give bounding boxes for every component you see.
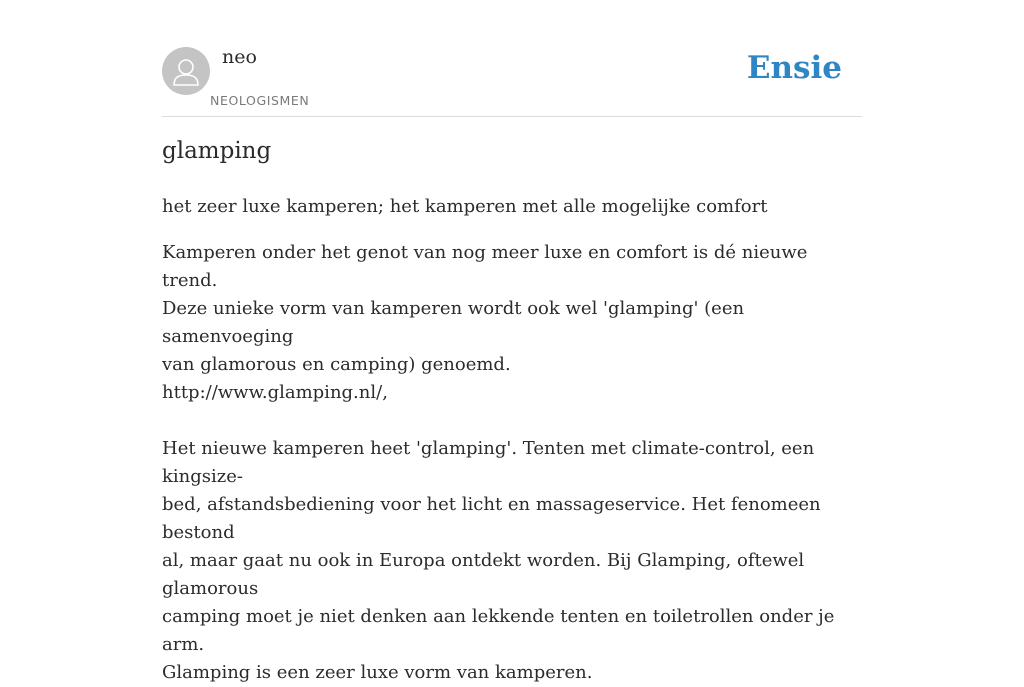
example-line: al, maar gaat nu ook in Europa ontdekt worden. Bij Glamping, oftewel glamorous [162,550,805,599]
entry-header [162,0,862,117]
ensie-logo[interactable]: Ensie [746,50,842,86]
example-line: camping moet je niet denken aan lekkende tenten en toiletrollen onder je arm. [162,606,835,655]
user-icon [162,47,210,95]
category-link[interactable]: NEOLOGISMEN [210,93,310,108]
entry-definition: het zeer luxe kamperen; het kamperen met alle mogelijke comfort [162,196,768,217]
source-link[interactable]: http://www.glamping.nl/, [162,382,388,403]
example-line: Het nieuwe kamperen heet 'glamping'. Tenten met climate-control, een kingsize- [162,438,815,487]
username-link[interactable]: neo [222,46,257,68]
avatar[interactable] [162,47,210,95]
example-line: Glamping is een zeer luxe vorm van kamperen. [162,662,593,683]
entry-examples [162,239,862,687]
example-line: van glamorous en camping) genoemd. [162,354,511,375]
paragraph-gap [162,407,862,435]
example-line: Deze unieke vorm van kamperen wordt ook wel 'glamping' (een samenvoeging [162,298,745,347]
page-container [162,0,862,683]
example-line: bed, afstandsbediening voor het licht en massageservice. Het fenomeen bestond [162,494,821,543]
example-line: Kamperen onder het genot van nog meer luxe en comfort is dé nieuwe trend. [162,242,808,291]
entry-title: glamping [162,138,272,164]
